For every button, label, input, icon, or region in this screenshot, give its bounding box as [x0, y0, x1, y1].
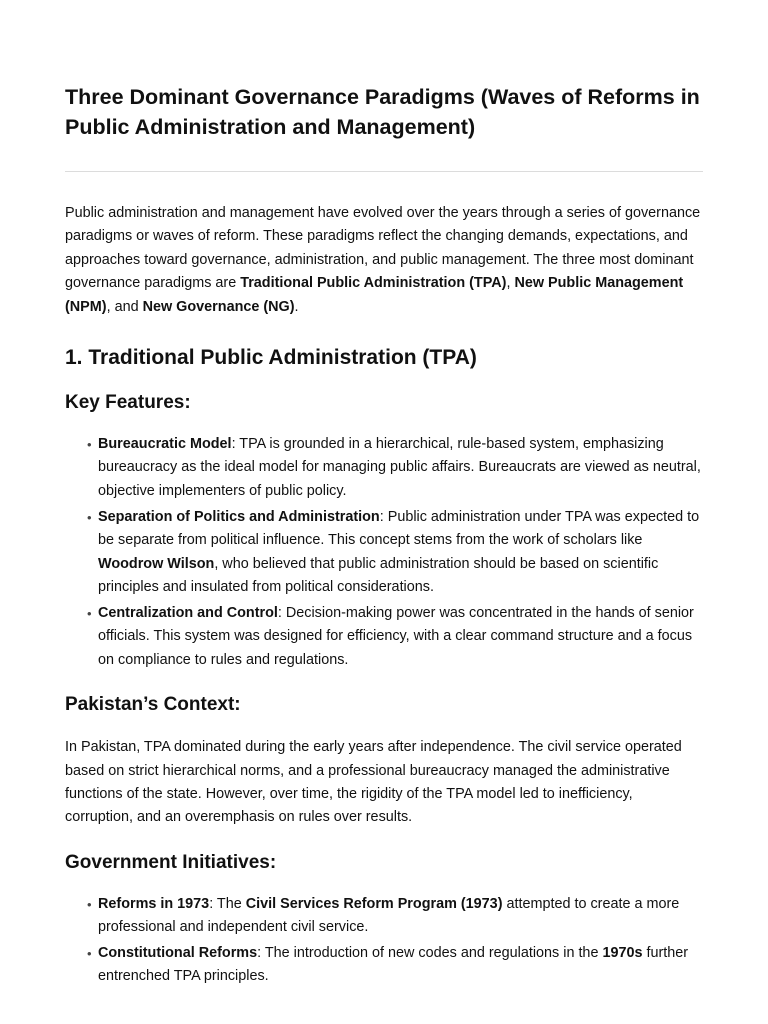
- list-item-bold: Civil Services Reform Program (1973): [245, 895, 503, 912]
- list-item-term: Separation of Politics and Administration: [98, 508, 380, 525]
- list-item-bold-name: Woodrow Wilson: [98, 555, 215, 572]
- bullet-icon: •: [87, 437, 92, 453]
- list-item: [87, 506, 703, 600]
- title-divider: [65, 171, 703, 172]
- bullet-icon: •: [87, 509, 92, 525]
- list-item-term: Reforms in 1973: [98, 895, 210, 912]
- bullet-icon: •: [87, 946, 92, 962]
- list-item-term: Centralization and Control: [98, 604, 278, 621]
- government-initiatives-heading: Government Initiatives:: [65, 851, 277, 873]
- intro-npm: New Public Management (NPM): [65, 275, 684, 315]
- list-item-bold: 1970s: [602, 945, 643, 962]
- intro-sep-2: , and: [106, 298, 143, 315]
- intro-paragraph: [65, 202, 703, 319]
- list-item-text: attempted to create a more professional and independent civil service.: [98, 895, 680, 936]
- intro-ng: New Governance (NG): [142, 298, 295, 315]
- list-item-term: Bureaucratic Model: [98, 436, 232, 453]
- bullet-icon: •: [87, 605, 92, 621]
- page-title: Three Dominant Governance Paradigms (Waves of Reforms in Public Administration and Management): [65, 85, 700, 139]
- list-item-text: , who believed that public administration should be based on scientific principles and insulated from political considerations.: [98, 555, 659, 595]
- intro-end: .: [294, 298, 299, 315]
- intro-text: Public administration and management have evolved over the years through a series of governance paradigms or waves of reform. These paradigms reflect the changing demands, expectations, and approaches toward governance, administration, and public management. The three most dominant governance paradigms are: [65, 205, 701, 292]
- list-item-text: : TPA is grounded in a hierarchical, rule-based system, emphasizing bureaucracy as the ideal model for managing public affairs. Bureaucrats are viewed as neutral, objective implementers of public policy.: [98, 436, 701, 499]
- key-features-heading: Key Features:: [65, 392, 191, 414]
- list-item-text: : The: [209, 895, 246, 912]
- list-item-text: : Decision-making power was concentrated in the hands of senior officials. This system was designed for efficiency, with a clear command structure and a focus on compliance to rules and regulations.: [98, 604, 694, 668]
- list-item: [87, 893, 703, 940]
- initiatives-list: [65, 893, 703, 989]
- intro-sep-1: ,: [506, 275, 515, 292]
- pakistan-context-heading: Pakistan’s Context:: [65, 694, 241, 716]
- list-item: [87, 942, 703, 989]
- pakistan-context-paragraph: In Pakistan, TPA dominated during the early years after independence. The civil service operated based on strict hierarchical norms, and a professional bureaucracy managed the administrative functions of the state. However, over time, the rigidity of the TPA model led to inefficiency, corruption, and an overemphasis on rules over results.: [65, 739, 682, 826]
- bullet-icon: •: [87, 896, 92, 912]
- key-features-list: [65, 433, 703, 672]
- list-item: [87, 602, 703, 672]
- list-item-text: : Public administration under TPA was expected to be separate from political influence. This concept stems from the work of scholars like: [98, 508, 700, 549]
- section-heading-tpa: 1. Traditional Public Administration (TPA): [65, 346, 477, 370]
- list-item-text: : The introduction of new codes and regulations in the: [257, 945, 603, 962]
- intro-tpa: Traditional Public Administration (TPA): [240, 275, 507, 292]
- list-item: [87, 433, 703, 503]
- list-item-text: further entrenched TPA principles.: [98, 945, 689, 985]
- list-item-term: Constitutional Reforms: [98, 945, 258, 962]
